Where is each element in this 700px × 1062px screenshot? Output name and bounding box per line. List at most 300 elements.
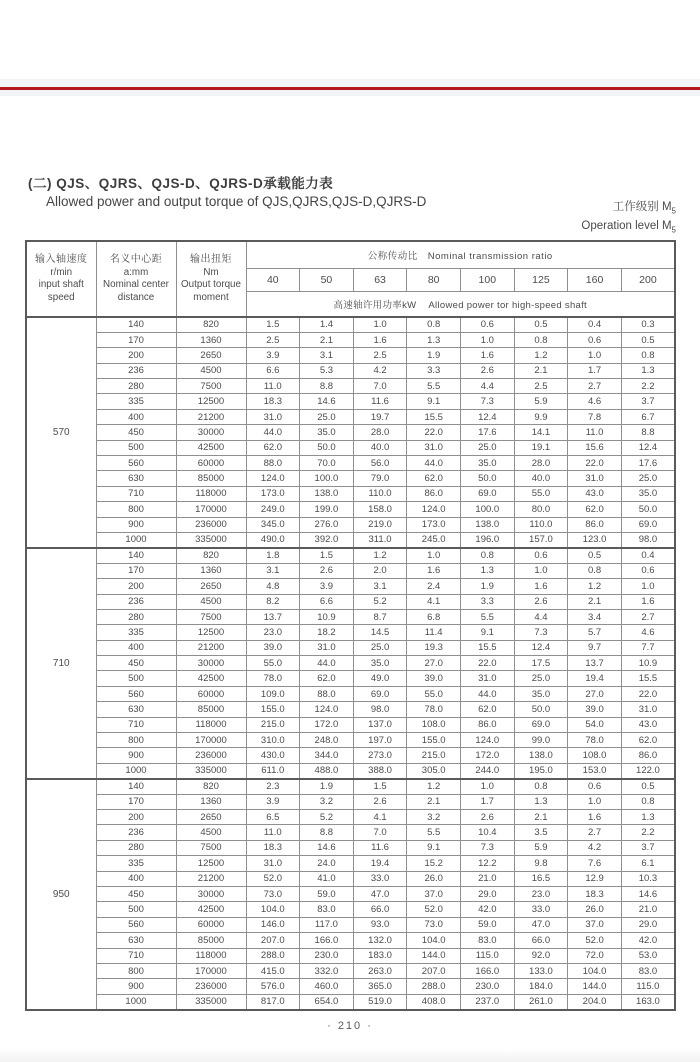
power-cell: 11.0 [246,379,300,394]
power-cell: 50.0 [461,471,515,486]
power-cell: 55.0 [514,486,568,501]
power-cell: 6.8 [407,609,461,624]
power-cell: 29.0 [461,886,515,901]
ratio-value-cell: 125 [514,269,568,292]
torque-cell: 118000 [176,717,246,732]
torque-cell: 236000 [176,979,246,994]
power-cell: 1.6 [461,348,515,363]
torque-cell: 7500 [176,840,246,855]
power-cell: 2.5 [353,348,407,363]
power-cell: 31.0 [246,409,300,424]
power-cell: 392.0 [300,532,354,547]
center-distance-cell: 560 [96,686,176,701]
power-cell: 173.0 [407,517,461,532]
power-cell: 1.2 [353,548,407,563]
power-cell: 6.6 [300,594,354,609]
center-distance-cell: 236 [96,825,176,840]
power-cell: 25.0 [461,440,515,455]
power-cell: 3.1 [353,579,407,594]
power-cell: 55.0 [246,656,300,671]
power-cell: 12.4 [514,640,568,655]
power-cell: 2.7 [568,825,622,840]
power-header: 高速轴许用功率kW Allowed power tor high-speed shaft [246,292,675,318]
power-cell: 8.2 [246,594,300,609]
table-row [26,563,675,578]
torque-cell: 60000 [176,456,246,471]
power-cell: 245.0 [407,532,461,547]
power-cell: 2.3 [246,779,300,794]
power-cell: 5.9 [514,840,568,855]
operation-level-en: Operation level $M_5$ [581,219,676,235]
power-cell: 35.0 [461,456,515,471]
power-cell: 31.0 [621,702,675,717]
torque-cell: 60000 [176,686,246,701]
table-row [26,856,675,871]
power-cell: 3.2 [407,810,461,825]
power-cell: 21.0 [461,871,515,886]
table-row [26,671,675,686]
torque-cell: 42500 [176,440,246,455]
power-cell: 21.0 [621,902,675,917]
power-cell: 9.1 [461,625,515,640]
power-cell: 44.0 [461,686,515,701]
power-cell: 14.6 [300,840,354,855]
power-cell: 14.6 [300,394,354,409]
ratio-value-cell: 160 [568,269,622,292]
table-row [26,471,675,486]
torque-cell: 30000 [176,425,246,440]
torque-cell: 1360 [176,794,246,809]
power-cell: 7.0 [353,825,407,840]
table-row [26,779,675,794]
power-cell: 0.6 [568,779,622,794]
power-cell: 104.0 [568,963,622,978]
power-cell: 62.0 [246,440,300,455]
center-distance-cell: 170 [96,332,176,347]
power-cell: 155.0 [246,702,300,717]
power-cell: 0.4 [621,548,675,563]
ratio-value-cell: 80 [407,269,461,292]
table-row [26,409,675,424]
power-cell: 5.7 [568,625,622,640]
power-cell: 9.8 [514,856,568,871]
power-cell: 1.5 [353,779,407,794]
power-cell: 86.0 [407,486,461,501]
table-row [26,917,675,932]
power-cell: 1.0 [407,548,461,563]
power-cell: 100.0 [461,502,515,517]
power-cell: 17.6 [621,456,675,471]
power-cell: 0.5 [621,779,675,794]
torque-cell: 1360 [176,332,246,347]
power-cell: 14.1 [514,425,568,440]
power-cell: 133.0 [514,963,568,978]
center-distance-cell: 900 [96,517,176,532]
power-cell: 2.6 [461,810,515,825]
power-cell: 47.0 [514,917,568,932]
torque-cell: 21200 [176,640,246,655]
ratio-value-cell: 50 [300,269,354,292]
power-cell: 98.0 [621,532,675,547]
torque-cell: 170000 [176,502,246,517]
power-cell: 248.0 [300,733,354,748]
power-cell: 157.0 [514,532,568,547]
center-distance-cell: 710 [96,948,176,963]
power-cell: 14.5 [353,625,407,640]
power-cell: 124.0 [407,502,461,517]
power-cell: 124.0 [300,702,354,717]
power-cell: 16.5 [514,871,568,886]
power-cell: 56.0 [353,456,407,471]
table-row [26,963,675,978]
power-cell: 11.4 [407,625,461,640]
power-cell: 4.4 [514,609,568,624]
power-cell: 4.4 [461,379,515,394]
torque-cell: 4500 [176,363,246,378]
power-cell: 24.0 [300,856,354,871]
table-row [26,363,675,378]
power-cell: 146.0 [246,917,300,932]
power-cell: 2.1 [300,332,354,347]
power-cell: 50.0 [300,440,354,455]
power-cell: 14.6 [621,886,675,901]
torque-cell: 30000 [176,656,246,671]
ratio-header: 公称传动比 Nominal transmission ratio [246,241,675,269]
center-distance-cell: 500 [96,671,176,686]
power-cell: 50.0 [621,502,675,517]
table-row [26,840,675,855]
power-cell: 654.0 [300,994,354,1009]
center-distance-cell: 560 [96,917,176,932]
power-cell: 611.0 [246,763,300,778]
power-cell: 22.0 [568,456,622,471]
power-cell: 104.0 [407,933,461,948]
power-cell: 28.0 [514,456,568,471]
power-cell: 0.8 [514,332,568,347]
power-cell: 12.9 [568,871,622,886]
ratio-value-cell: 200 [621,269,675,292]
power-cell: 138.0 [300,486,354,501]
power-cell: 2.7 [568,379,622,394]
table-row [26,532,675,547]
center-distance-cell: 200 [96,810,176,825]
power-cell: 40.0 [514,471,568,486]
table-body [26,317,675,1010]
torque-cell: 820 [176,548,246,563]
power-cell: 153.0 [568,763,622,778]
power-cell: 332.0 [300,963,354,978]
table-row [26,994,675,1009]
power-cell: 4.6 [621,625,675,640]
power-cell: 78.0 [407,702,461,717]
power-cell: 26.0 [568,902,622,917]
torque-cell: 21200 [176,871,246,886]
power-cell: 28.0 [353,425,407,440]
power-cell: 1.0 [353,317,407,332]
capacity-table [25,240,676,1011]
power-cell: 66.0 [514,933,568,948]
table-row [26,886,675,901]
table-row [26,794,675,809]
power-cell: 3.3 [461,594,515,609]
power-cell: 22.0 [407,425,461,440]
table-row [26,594,675,609]
torque-cell: 236000 [176,517,246,532]
power-cell: 3.2 [300,794,354,809]
power-cell: 4.2 [568,840,622,855]
power-cell: 110.0 [514,517,568,532]
power-cell: 19.7 [353,409,407,424]
power-cell: 69.0 [353,686,407,701]
center-distance-cell: 335 [96,625,176,640]
center-distance-cell: 450 [96,656,176,671]
torque-cell: 7500 [176,609,246,624]
torque-cell: 12500 [176,394,246,409]
center-distance-cell: 200 [96,348,176,363]
power-cell: 4.2 [353,363,407,378]
power-cell: 12.4 [621,440,675,455]
ratio-value-cell: 40 [246,269,300,292]
table-row [26,748,675,763]
center-distance-cell: 560 [96,456,176,471]
power-cell: 1.0 [568,348,622,363]
power-cell: 25.0 [621,471,675,486]
power-cell: 415.0 [246,963,300,978]
table-row [26,871,675,886]
power-cell: 10.9 [300,609,354,624]
power-cell: 123.0 [568,532,622,547]
center-distance-cell: 335 [96,394,176,409]
power-cell: 5.3 [300,363,354,378]
power-cell: 237.0 [461,994,515,1009]
power-cell: 25.0 [514,671,568,686]
table-row [26,625,675,640]
power-cell: 10.4 [461,825,515,840]
power-cell: 3.9 [246,348,300,363]
power-cell: 13.7 [246,609,300,624]
power-cell: 31.0 [300,640,354,655]
torque-cell: 85000 [176,471,246,486]
power-cell: 7.3 [514,625,568,640]
power-cell: 215.0 [246,717,300,732]
power-cell: 62.0 [461,702,515,717]
power-cell: 122.0 [621,763,675,778]
power-cell: 430.0 [246,748,300,763]
power-cell: 62.0 [300,671,354,686]
power-cell: 2.6 [461,363,515,378]
center-distance-cell: 236 [96,594,176,609]
power-cell: 144.0 [568,979,622,994]
power-cell: 72.0 [568,948,622,963]
power-cell: 0.6 [621,563,675,578]
power-cell: 2.1 [514,810,568,825]
torque-cell: 236000 [176,748,246,763]
power-cell: 19.4 [353,856,407,871]
center-distance-cell: 450 [96,425,176,440]
torque-cell: 2650 [176,810,246,825]
power-cell: 1.7 [568,363,622,378]
power-cell: 9.1 [407,394,461,409]
power-cell: 23.0 [246,625,300,640]
power-cell: 3.9 [246,794,300,809]
ratio-value-cell: 63 [353,269,407,292]
power-cell: 17.6 [461,425,515,440]
power-cell: 1.9 [407,348,461,363]
power-cell: 11.6 [353,394,407,409]
power-cell: 0.6 [568,332,622,347]
table-row [26,933,675,948]
center-distance-cell: 335 [96,856,176,871]
table-row [26,348,675,363]
power-cell: 1.9 [300,779,354,794]
power-cell: 62.0 [621,733,675,748]
torque-cell: 1360 [176,563,246,578]
torque-cell: 42500 [176,902,246,917]
power-cell: 124.0 [461,733,515,748]
power-cell: 11.6 [353,840,407,855]
power-cell: 2.6 [300,563,354,578]
power-cell: 249.0 [246,502,300,517]
power-cell: 69.0 [514,717,568,732]
power-cell: 1.0 [514,563,568,578]
power-cell: 9.7 [568,640,622,655]
center-distance-cell: 400 [96,871,176,886]
power-cell: 207.0 [407,963,461,978]
center-distance-cell: 170 [96,794,176,809]
power-cell: 3.5 [514,825,568,840]
torque-cell: 335000 [176,532,246,547]
table-row [26,332,675,347]
power-cell: 1.0 [461,779,515,794]
power-cell: 78.0 [568,733,622,748]
torque-cell: 85000 [176,702,246,717]
table-row [26,656,675,671]
power-cell: 1.6 [353,332,407,347]
power-cell: 204.0 [568,994,622,1009]
input-speed-cell: 570 [26,317,96,548]
torque-cell: 820 [176,779,246,794]
center-distance-cell: 200 [96,579,176,594]
col-header-center-distance: 名义中心距 a:mm Nominal center distance [96,241,176,317]
input-speed-cell: 710 [26,548,96,779]
power-cell: 25.0 [353,640,407,655]
power-cell: 70.0 [300,456,354,471]
center-distance-cell: 900 [96,748,176,763]
power-cell: 0.8 [514,779,568,794]
power-cell: 1.0 [568,794,622,809]
power-cell: 288.0 [407,979,461,994]
power-cell: 5.2 [353,594,407,609]
power-cell: 22.0 [461,656,515,671]
power-cell: 9.9 [514,409,568,424]
power-cell: 35.0 [300,425,354,440]
power-cell: 1.3 [461,563,515,578]
torque-cell: 21200 [176,409,246,424]
power-cell: 31.0 [568,471,622,486]
power-cell: 1.0 [461,332,515,347]
power-cell: 83.0 [300,902,354,917]
table-row [26,717,675,732]
power-cell: 215.0 [407,748,461,763]
power-cell: 92.0 [514,948,568,963]
col-header-input-speed: 输入轴速度 r/min input shaft speed [26,241,96,317]
power-cell: 163.0 [621,994,675,1009]
power-cell: 273.0 [353,748,407,763]
power-cell: 5.5 [461,609,515,624]
power-cell: 4.1 [407,594,461,609]
power-cell: 1.6 [621,594,675,609]
power-cell: 132.0 [353,933,407,948]
table-row [26,763,675,778]
torque-cell: 12500 [176,625,246,640]
center-distance-cell: 500 [96,440,176,455]
operation-level-zh: 工作级别 $M_5$ [612,201,676,216]
power-cell: 0.4 [568,317,622,332]
power-cell: 1.3 [514,794,568,809]
table-row [26,517,675,532]
power-cell: 6.1 [621,856,675,871]
page-edge-shade [0,1048,700,1062]
table-row [26,486,675,501]
power-cell: 19.4 [568,671,622,686]
power-cell: 0.8 [621,348,675,363]
power-cell: 173.0 [246,486,300,501]
power-cell: 124.0 [246,471,300,486]
table-row [26,609,675,624]
power-cell: 230.0 [461,979,515,994]
power-cell: 86.0 [568,517,622,532]
power-cell: 1.5 [300,548,354,563]
center-distance-cell: 280 [96,379,176,394]
power-cell: 166.0 [300,933,354,948]
torque-cell: 30000 [176,886,246,901]
table-row [26,733,675,748]
power-cell: 33.0 [514,902,568,917]
power-cell: 195.0 [514,763,568,778]
power-cell: 3.7 [621,394,675,409]
power-cell: 73.0 [246,886,300,901]
center-distance-cell: 1000 [96,763,176,778]
power-cell: 10.9 [621,656,675,671]
power-cell: 137.0 [353,717,407,732]
power-cell: 1.3 [407,332,461,347]
torque-cell: 170000 [176,963,246,978]
power-cell: 18.2 [300,625,354,640]
power-cell: 5.5 [407,825,461,840]
power-cell: 108.0 [407,717,461,732]
power-cell: 8.8 [621,425,675,440]
power-cell: 11.0 [568,425,622,440]
header-row-top [26,241,675,269]
section-title-zh: (二) QJS、QJRS、QJS-D、QJRS-D承载能力表 [28,176,334,191]
power-cell: 0.5 [514,317,568,332]
power-cell: 6.6 [246,363,300,378]
power-cell: 7.0 [353,379,407,394]
power-cell: 0.8 [461,548,515,563]
power-cell: 73.0 [407,917,461,932]
power-cell: 5.9 [514,394,568,409]
power-cell: 4.1 [353,810,407,825]
power-cell: 15.6 [568,440,622,455]
power-cell: 305.0 [407,763,461,778]
operation-level-block [581,200,676,238]
power-cell: 26.0 [407,871,461,886]
power-cell: 2.7 [621,609,675,624]
center-distance-cell: 500 [96,902,176,917]
col-header-output-torque: 输出扭矩 Nm Output torque moment [176,241,246,317]
power-cell: 196.0 [461,532,515,547]
title-block [28,176,426,210]
